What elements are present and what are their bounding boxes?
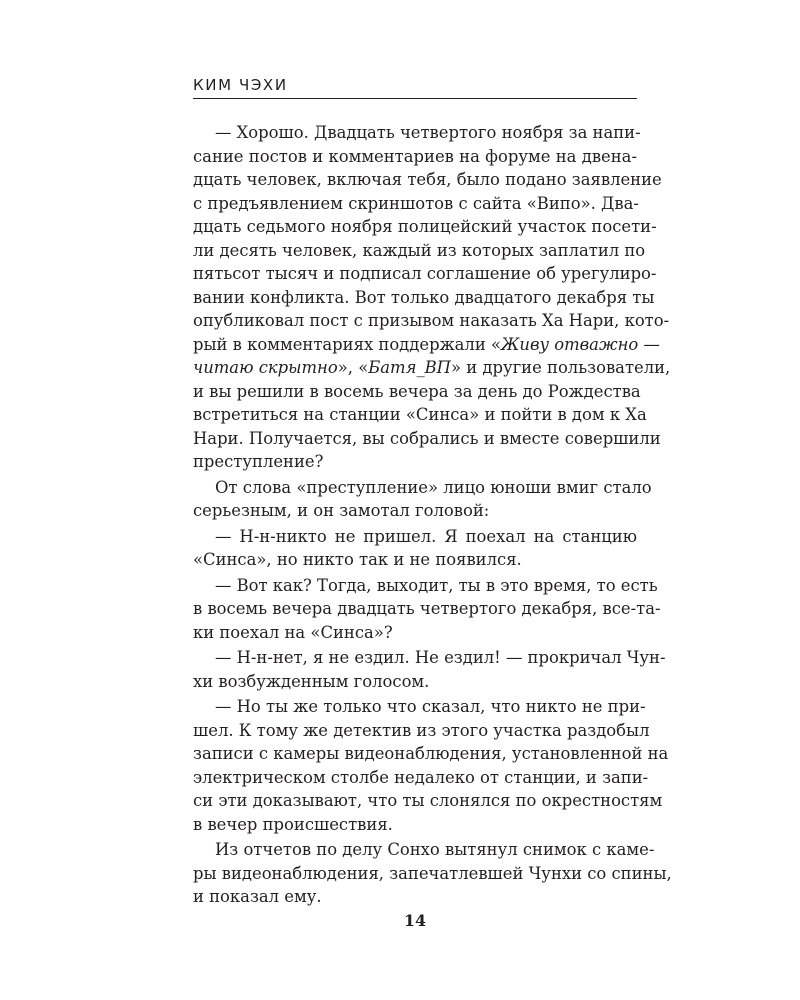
text-line: хи возбужденным голосом.	[193, 671, 430, 691]
text-line: Из отчетов по делу Сонхо вытянул снимок с каме-	[215, 840, 655, 859]
text-line: электрическом столбе недалеко от станции, и запи-	[193, 767, 649, 787]
nickname-italic: Живу отважно —	[501, 334, 660, 354]
text-line: «Синса», но никто так и не появился.	[193, 550, 522, 569]
text-line: опубликовал пост с призывом наказать Ха Нари, кото-	[193, 311, 670, 330]
text-line: пятьсот тысяч и подписал соглашение об урегулиро-	[193, 264, 657, 283]
text-line: дцать седьмого ноября полицейский участок посети-	[193, 217, 657, 236]
page-number: 14	[403, 911, 427, 930]
text-line	[193, 333, 660, 357]
text-fragment: рый в комментариях поддержали «	[193, 334, 501, 354]
text-line: читаю скрытно», «Батя_ВП» и другие пользователи,	[193, 358, 671, 377]
text-line: Нари. Получается, вы собрались и вместе совершили	[193, 428, 661, 448]
text-line: встретиться на станции «Синса» и пойти в дом к Ха	[193, 405, 647, 424]
text-line: — Но ты же только что сказал, что никто не при-	[215, 697, 646, 716]
text-line: сание постов и комментариев на форуме на двена-	[193, 146, 637, 166]
running-header	[193, 76, 637, 99]
text-line: ры видеонаблюдения, запечатлевшей Чунхи со спины,	[193, 863, 672, 883]
text-line: и вы решили в восемь вечера за день до Рождества	[193, 381, 641, 401]
text-line: шел. К тому же детектив из этого участка раздобыл	[193, 720, 650, 740]
text-line: ли десять человек, каждый из которых заплатил по	[193, 240, 646, 260]
text-line: записи с камеры видеонаблюдения, установленной на	[193, 744, 669, 763]
text-line: дцать человек, включая тебя, было подано заявление	[193, 170, 662, 189]
text-line: си эти доказывают, что ты слонялся по окрестностям	[193, 791, 663, 810]
text-line: серьезным, и он замотал головой:	[193, 501, 490, 520]
text-line: — Вот как? Тогда, выходит, ты в это время, то есть	[215, 575, 658, 595]
text-line: и показал ему.	[193, 887, 322, 906]
text-line: — Н-н-никто не пришел. Я поехал на станцию	[215, 526, 637, 546]
text-fragment: »,	[337, 358, 353, 377]
text-line: в восемь вечера двадцать четвертого декабря, все-та-	[193, 599, 661, 618]
text-line: преступление?	[193, 452, 324, 471]
nickname-italic: читаю скрытно	[193, 358, 338, 377]
nickname-italic: Батя_ВП	[368, 358, 451, 377]
page-body	[193, 121, 672, 909]
text-line: От слова «преступление» лицо юноши вмиг стало	[215, 477, 652, 497]
text-line: — Хорошо. Двадцать четвертого ноября за напи-	[215, 123, 641, 142]
author-name: КИМ ЧЭХИ	[193, 76, 288, 94]
text-line: в вечер происшествия.	[193, 814, 393, 834]
text-line: ки поехал на «Синса»?	[193, 622, 393, 642]
text-line: с предъявлением скриншотов с сайта «Випо». Два-	[193, 193, 639, 213]
text-fragment: и другие пользователи,	[466, 358, 671, 377]
text-line: — Н-н-нет, я не ездил. Не ездил! — прокричал Чун-	[215, 648, 666, 667]
text-line: вании конфликта. Вот только двадцатого декабря ты	[193, 287, 655, 307]
